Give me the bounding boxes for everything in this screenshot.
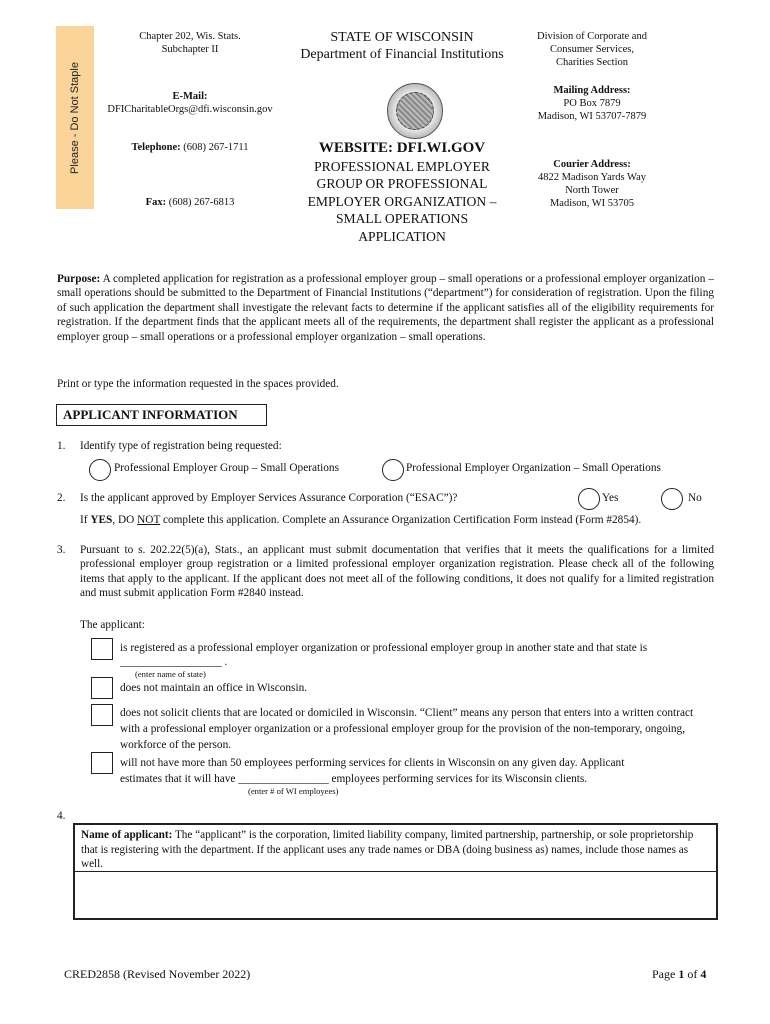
state-seal-icon bbox=[387, 83, 443, 139]
checkbox-no-wi-clients[interactable] bbox=[91, 704, 113, 726]
radio-esac-no-label: No bbox=[688, 492, 702, 504]
do-not-staple-banner bbox=[56, 26, 94, 209]
courier-address: Courier Address: 4822 Madison Yards Way North Tower Madison, WI 53705 bbox=[537, 159, 647, 209]
state-name-hint: (enter name of state) bbox=[135, 669, 206, 679]
radio-esac-no[interactable] bbox=[661, 488, 683, 510]
item-max-50-employees: will not have more than 50 employees performing services for clients in Wisconsin on any given day. Applicant estimates that it will have ________________ employees performing services for its Wisconsin clients. bbox=[120, 757, 625, 785]
employee-count-hint: (enter # of WI employees) bbox=[248, 786, 339, 796]
radio-esac-yes-label: Yes bbox=[602, 492, 619, 504]
applicant-name-box bbox=[73, 823, 718, 920]
question-3-number: 3. bbox=[57, 544, 66, 556]
form-number: CRED2858 (Revised November 2022) bbox=[64, 967, 251, 981]
email-block: E-Mail: DFICharitableOrgs@dfi.wisconsin.gov bbox=[98, 90, 282, 116]
question-4-number: 4. bbox=[57, 810, 66, 822]
radio-peg-label: Professional Employer Group – Small Operations bbox=[114, 462, 339, 474]
state-title: STATE OF WISCONSIN bbox=[330, 30, 474, 45]
radio-peo-small-operations[interactable] bbox=[382, 459, 404, 481]
fax-block: Fax: (608) 267-6813 bbox=[145, 197, 235, 208]
checkbox-registered-other-state[interactable] bbox=[91, 638, 113, 660]
item-no-wi-clients: does not solicit clients that are located or domiciled in Wisconsin. “Client” means any person that enters into a written contract with a professional employer organization or a professional employer group for the provision of the non-temporary, ongoing, workforce of the person. bbox=[120, 707, 694, 751]
checkbox-no-wi-office[interactable] bbox=[91, 677, 113, 699]
applicant-name-description: Name of applicant: The “applicant” is the corporation, limited liability company, limited partnership, partnership, or sole proprietorship that is registering with the department. If the applicant uses any trade names or DBA (doing business as) names, include those names as well. bbox=[75, 825, 716, 872]
radio-peg-small-operations[interactable] bbox=[89, 459, 111, 481]
website-heading[interactable]: WEBSITE: DFI.WI.GOV bbox=[318, 140, 486, 156]
applicant-name-field[interactable] bbox=[75, 873, 716, 918]
question-2-text: Is the applicant approved by Employer Services Assurance Corporation (“ESAC”)? bbox=[80, 492, 458, 504]
question-1-number: 1. bbox=[57, 440, 66, 452]
question-2-note: If YES, DO NOT complete this application. Complete an Assurance Organization Certification Form instead (Form #2854). bbox=[80, 514, 642, 526]
do-not-staple-text: Please - Do Not Staple bbox=[69, 61, 81, 174]
department-title: Department of Financial Institutions bbox=[300, 47, 504, 62]
question-2-number: 2. bbox=[57, 492, 66, 504]
telephone-block: Telephone: (608) 267-1711 bbox=[131, 142, 249, 153]
item-no-wi-office: does not maintain an office in Wisconsin. bbox=[120, 682, 308, 694]
mailing-address: Mailing Address: PO Box 7879 Madison, WI 53707-7879 bbox=[537, 85, 647, 122]
radio-esac-yes[interactable] bbox=[578, 488, 600, 510]
applicant-label: The applicant: bbox=[80, 619, 145, 631]
agency-heading bbox=[286, 29, 518, 63]
statute-reference: Chapter 202, Wis. Stats. Subchapter II bbox=[139, 31, 241, 55]
radio-peo-label: Professional Employer Organization – Small Operations bbox=[406, 462, 661, 474]
purpose-paragraph: Purpose: A completed application for registration as a professional employer group – small operations or a professional employer organization – small operations should be submitted to the Department of Financial Institutions (“department”) for consideration of registration. Upon the filing of such application the department shall investigate the relevant facts to determine if the applicant satisfies all of the eligibility requirements for registration. If the department finds that the applicant meets all of the requirements, the department shall register the applicant as a professional employer group – small operations or a professional employer organization – small operations. bbox=[57, 273, 714, 343]
question-3-text: Pursuant to s. 202.22(5)(a), Stats., an applicant must submit documentation that verifies that it meets the qualifications for a limited professional employer group registration or a limited professional employer organization registration. Please check all of the following items that apply to the applicant. If the applicant does not meet all of the following conditions, it does not qualify for a limited registration and must submit application Form #2840 instead. bbox=[80, 544, 714, 600]
checkbox-max-50-employees[interactable] bbox=[91, 752, 113, 774]
form-title: PROFESSIONAL EMPLOYER GROUP OR PROFESSIONAL EMPLOYER ORGANIZATION – SMALL OPERATIONS APPLICATION bbox=[307, 159, 497, 244]
page-indicator: Page 1 of 4 bbox=[652, 967, 707, 981]
division-name: Division of Corporate and Consumer Services, Charities Section bbox=[537, 31, 647, 68]
instructions-text: Print or type the information requested in the spaces provided. bbox=[57, 378, 339, 390]
question-1-text: Identify type of registration being requested: bbox=[80, 440, 282, 452]
item-registered-other-state: is registered as a professional employer organization or professional employer group in another state and that state is __________________ . bbox=[120, 642, 648, 668]
email-link[interactable]: DFICharitableOrgs@dfi.wisconsin.gov bbox=[107, 104, 273, 115]
applicant-information-heading: APPLICANT INFORMATION bbox=[56, 404, 267, 426]
